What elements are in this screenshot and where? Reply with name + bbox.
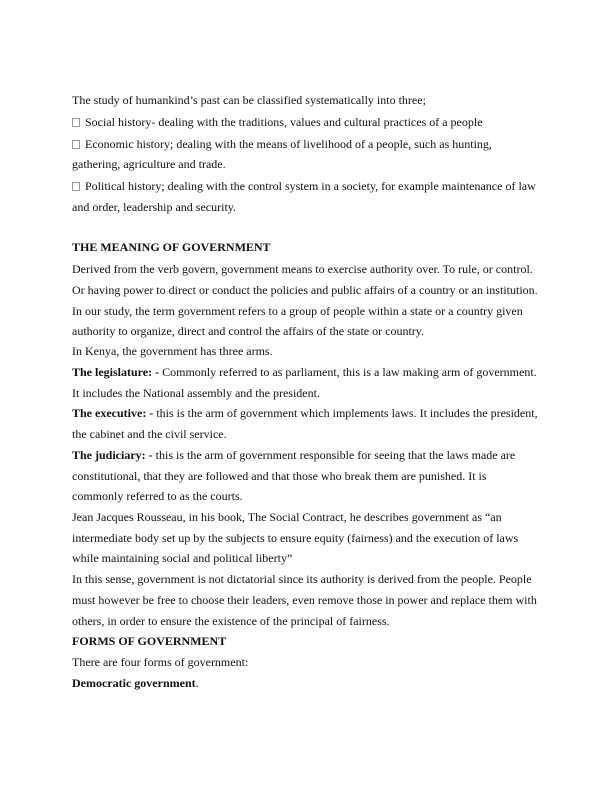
line-text: Economic history; dealing with the means of livelihood of a people, such as hunting, [85,137,492,151]
line-text: the cabinet and the civil service. [72,427,227,441]
text-line [72,655,248,669]
text-line [72,200,236,214]
text-line [72,324,424,338]
line-text: In Kenya, the government has three arms. [72,344,273,358]
line-text: constitutional, that they are followed and that those who break them are punished. It is [72,469,487,483]
line-text: must however be free to choose their leaders, even remove those in power and replace them with [72,593,537,607]
text-line [72,531,518,545]
section-heading [72,634,226,648]
text-line [72,137,492,151]
bold-term: Democratic government [72,676,196,690]
text-line [72,510,502,524]
text-line [72,551,292,565]
line-text: commonly referred to as the courts. [72,489,243,503]
text-line [72,406,538,420]
line-text: Commonly referred to as parliament, this is a law making arm of government. [159,365,537,379]
line-text: Political history; dealing with the control system in a society, for example maintenance of law [85,179,536,193]
bullet-icon [72,182,80,191]
text-line [72,614,390,628]
line-text: this is the arm of government responsible for seeing that the laws made are [152,448,516,462]
line-text: The study of humankind’s past can be classified systematically into three; [72,93,426,107]
line-text: authority to organize, direct and control the affairs of the state or country. [72,324,424,338]
line-text: Derived from the verb govern, government means to exercise authority over. To rule, or control. [72,262,533,276]
text-line [72,386,320,400]
text-line [72,283,538,297]
line-text: In our study, the term government refers to a group of people within a state or a country given [72,304,523,318]
line-text: others, in order to ensure the existence of the principal of fairness. [72,614,390,628]
text-line [72,469,487,483]
section-heading [72,240,271,254]
bold-term: The legislature: - [72,365,160,379]
text-line [72,115,483,129]
line-text: In this sense, government is not dictatorial since its authority is derived from the people. People [72,572,532,586]
text-line [72,676,199,690]
text-line [72,365,537,379]
line-text: Social history- dealing with the traditions, values and cultural practices of a people [85,115,483,129]
text-line [72,304,523,318]
text-line [72,179,536,193]
bold-term: THE MEANING OF GOVERNMENT [72,240,271,254]
bold-term: The judiciary: - [72,448,153,462]
text-line [72,593,537,607]
line-text: intermediate body set up by the subjects to ensure equity (fairness) and the execution of laws [72,531,519,545]
line-text: It includes the National assembly and the president. [72,386,320,400]
text-line [72,262,533,276]
line-text: Or having power to direct or conduct the policies and public affairs of a country or an institution. [72,283,538,297]
bullet-icon [72,118,80,127]
line-text: this is the arm of government which implements laws. It includes the president, [153,406,538,420]
line-text: gathering, agriculture and trade. [72,157,226,171]
text-line [72,93,426,107]
line-text: There are four forms of government: [72,655,249,669]
text-line [72,157,226,171]
bullet-icon [72,140,80,149]
bold-term: The executive: - [72,406,154,420]
text-line [72,344,273,358]
line-text: and order, leadership and security. [72,200,237,214]
text-line [72,448,515,462]
line-text: Jean Jacques Rousseau, in his book, The Social Contract, he describes government as “an [72,510,502,524]
text-line [72,489,243,503]
text-line [72,427,227,441]
line-text: . [195,676,199,690]
text-line [72,572,532,586]
line-text: while maintaining social and political liberty” [72,551,293,565]
bold-term: FORMS OF GOVERNMENT [72,634,227,648]
